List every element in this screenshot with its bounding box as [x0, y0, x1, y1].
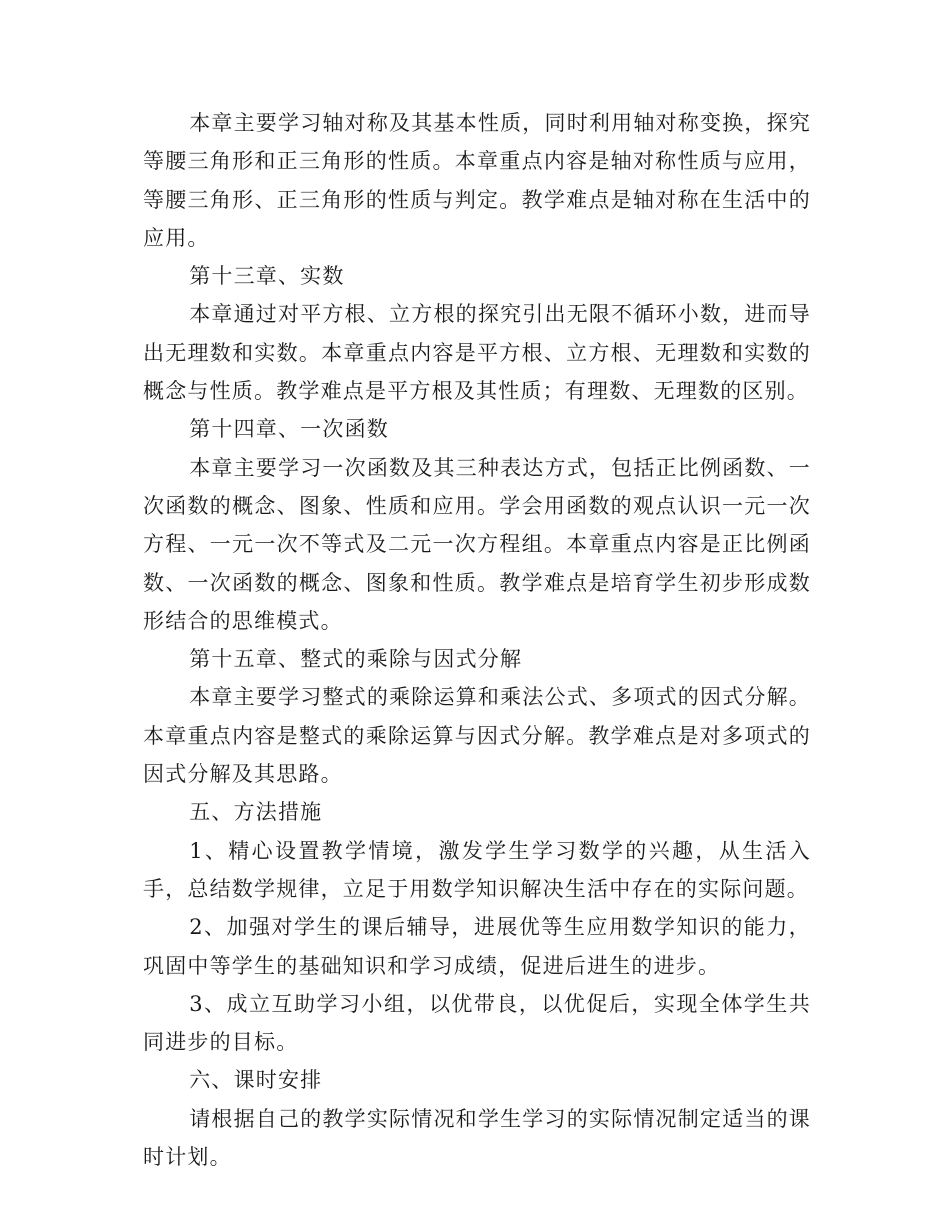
heading-schedule: 六、课时安排 — [189, 1068, 323, 1093]
document-body — [143, 104, 811, 1176]
heading-chapter14: 第十四章、一次函数 — [189, 417, 389, 442]
paragraph-chapter12-summary: 本章主要学习轴对称及其基本性质，同时利用轴对称变换，探究等腰三角形和正三角形的性质。本章重点内容是轴对称性质与应用，等腰三角形、正三角形的性质与判定。教学难点是轴对称在生活中的应用。 — [143, 111, 811, 250]
heading-chapter15: 第十五章、整式的乘除与因式分解 — [189, 647, 523, 672]
paragraph-method-1: 1、精心设置教学情境，激发学生学习数学的兴趣，从生活入手，总结数学规律，立足于用数学知识解决生活中存在的实际问题。 — [143, 838, 811, 901]
heading-chapter13: 第十三章、实数 — [189, 264, 345, 289]
paragraph-schedule: 请根据自己的教学实际情况和学生学习的实际情况制定适当的课时计划。 — [143, 1106, 811, 1170]
heading-methods: 五、方法措施 — [189, 800, 323, 825]
paragraph-method-2: 2、加强对学生的课后辅导，进展优等生应用数学知识的能力，巩固中等学生的基础知识和学习成绩，促进后进生的进步。 — [143, 915, 811, 978]
paragraph-method-3: 3、成立互助学习小组，以优带良，以优促后，实现全体学生共同进步的目标。 — [143, 991, 811, 1055]
paragraph-chapter14-summary: 本章主要学习一次函数及其三种表达方式，包括正比例函数、一次函数的概念、图象、性质和应用。学会用函数的观点认识一元一次方程、一元一次不等式及二元一次方程组。本章重点内容是正比例函数、一次函数的概念、图象和性质。教学难点是培育学生初步形成数形结合的思维模式。 — [143, 455, 811, 633]
paragraph-chapter15-summary: 本章主要学习整式的乘除运算和乘法公式、多项式的因式分解。本章重点内容是整式的乘除运算与因式分解。教学难点是对多项式的因式分解及其思路。 — [143, 685, 811, 787]
paragraph-chapter13-summary: 本章通过对平方根、立方根的探究引出无限不循环小数，进而导出无理数和实数。本章重点内容是平方根、立方根、无理数和实数的概念与性质。教学难点是平方根及其性质；有理数、无理数的区别。 — [143, 302, 811, 404]
